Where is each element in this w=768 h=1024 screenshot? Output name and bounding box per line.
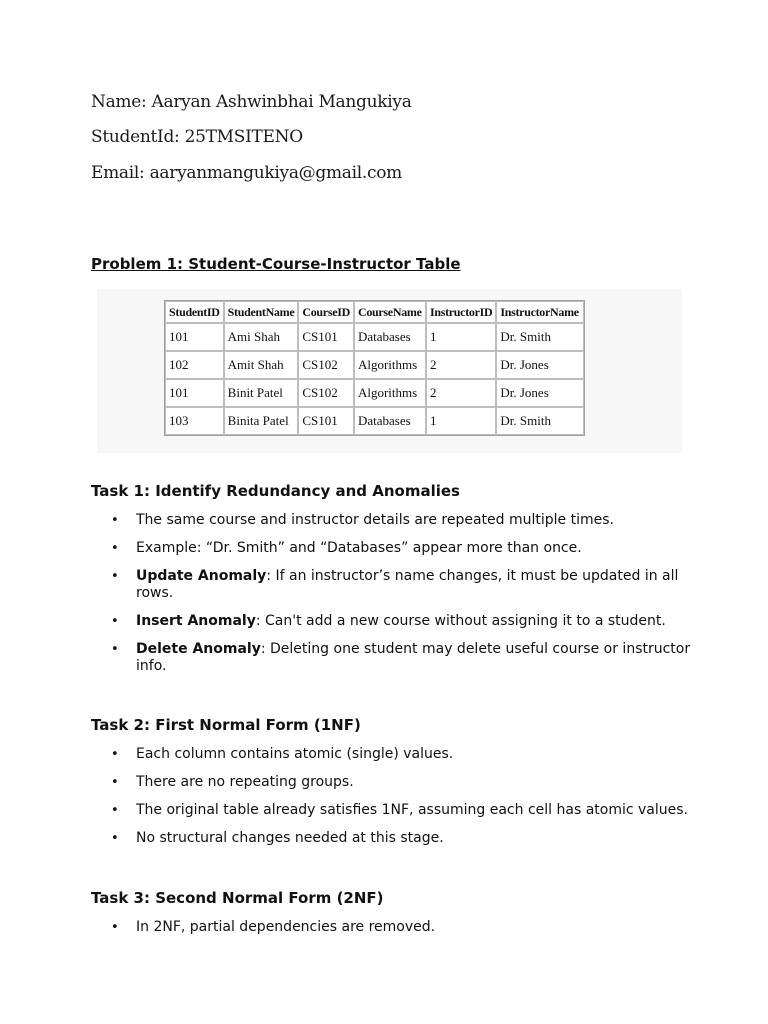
list-item — [111, 919, 691, 936]
table-cell: Algorithms — [354, 351, 426, 379]
item-bold-label: Delete Anomaly — [136, 641, 261, 657]
table-cell: CS102 — [298, 379, 354, 407]
table-cell: 101 — [165, 323, 224, 351]
list-item — [111, 802, 691, 819]
item-bold-label: Insert Anomaly — [136, 613, 256, 629]
table-cell: Ami Shah — [224, 323, 299, 351]
item-text: In 2NF, partial dependencies are removed. — [136, 919, 436, 935]
student-id: StudentId: 25TMSITENO — [91, 127, 303, 147]
list-item — [111, 613, 691, 630]
table-cell: CS102 — [298, 351, 354, 379]
list-item — [111, 512, 691, 529]
table-cell: Databases — [354, 407, 426, 435]
table-cell: 102 — [165, 351, 224, 379]
table-header-row — [165, 301, 584, 323]
table-cell: 2 — [426, 379, 496, 407]
list-item — [111, 830, 691, 847]
table-cell: Amit Shah — [224, 351, 299, 379]
item-text: Example: “Dr. Smith” and “Databases” appear more than once. — [136, 540, 582, 556]
table-header-cell: CourseName — [354, 301, 426, 323]
task3-list — [111, 919, 691, 947]
table-cell: Dr. Jones — [496, 351, 584, 379]
table-row — [165, 323, 584, 351]
table-cell: Dr. Smith — [496, 323, 584, 351]
list-item — [111, 746, 691, 763]
item-text: : Can't add a new course without assigning it to a student. — [255, 613, 666, 629]
table-header-cell: InstructorName — [496, 301, 584, 323]
item-bold-label: Update Anomaly — [136, 568, 267, 584]
item-text: : If an instructor’s name changes, it must be updated in all rows. — [136, 568, 679, 601]
table-cell: 101 — [165, 379, 224, 407]
problem-title: Problem 1: Student-Course-Instructor Table — [91, 255, 461, 273]
task2-heading: Task 2: First Normal Form (1NF) — [91, 716, 361, 734]
student-course-table — [164, 300, 585, 436]
item-text: There are no repeating groups. — [136, 774, 354, 790]
table-cell: Binit Patel — [224, 379, 299, 407]
table-cell: CS101 — [298, 407, 354, 435]
table-cell: Databases — [354, 323, 426, 351]
table-cell: Dr. Jones — [496, 379, 584, 407]
table-row — [165, 379, 584, 407]
task1-heading: Task 1: Identify Redundancy and Anomalies — [91, 482, 460, 500]
task3-heading: Task 3: Second Normal Form (2NF) — [91, 889, 384, 907]
list-item — [111, 774, 691, 791]
table-cell: 1 — [426, 407, 496, 435]
list-item — [111, 568, 691, 602]
item-text: The original table already satisfies 1NF, assuming each cell has atomic values. — [136, 802, 688, 818]
student-email: Email: aaryanmangukiya@gmail.com — [91, 163, 402, 183]
table-header-cell: StudentName — [224, 301, 299, 323]
list-item — [111, 540, 691, 557]
table-cell: 2 — [426, 351, 496, 379]
table-header-cell: InstructorID — [426, 301, 496, 323]
item-text: No structural changes needed at this stage. — [136, 830, 444, 846]
table-cell: CS101 — [298, 323, 354, 351]
table-cell: Algorithms — [354, 379, 426, 407]
item-text: Each column contains atomic (single) values. — [136, 746, 454, 762]
table-cell: 1 — [426, 323, 496, 351]
table-cell: 103 — [165, 407, 224, 435]
table-header-cell: StudentID — [165, 301, 224, 323]
student-name: Name: Aaryan Ashwinbhai Mangukiya — [91, 92, 412, 112]
table-row — [165, 351, 584, 379]
item-text: The same course and instructor details are repeated multiple times. — [136, 512, 614, 528]
table-cell: Binita Patel — [224, 407, 299, 435]
table-image-area — [97, 289, 682, 453]
table-header-cell: CourseID — [298, 301, 354, 323]
table-row — [165, 407, 584, 435]
item-text: : Deleting one student may delete useful course or instructor info. — [136, 641, 691, 674]
task2-list — [111, 746, 691, 858]
table-cell: Dr. Smith — [496, 407, 584, 435]
task1-list — [111, 512, 691, 686]
list-item — [111, 641, 691, 675]
